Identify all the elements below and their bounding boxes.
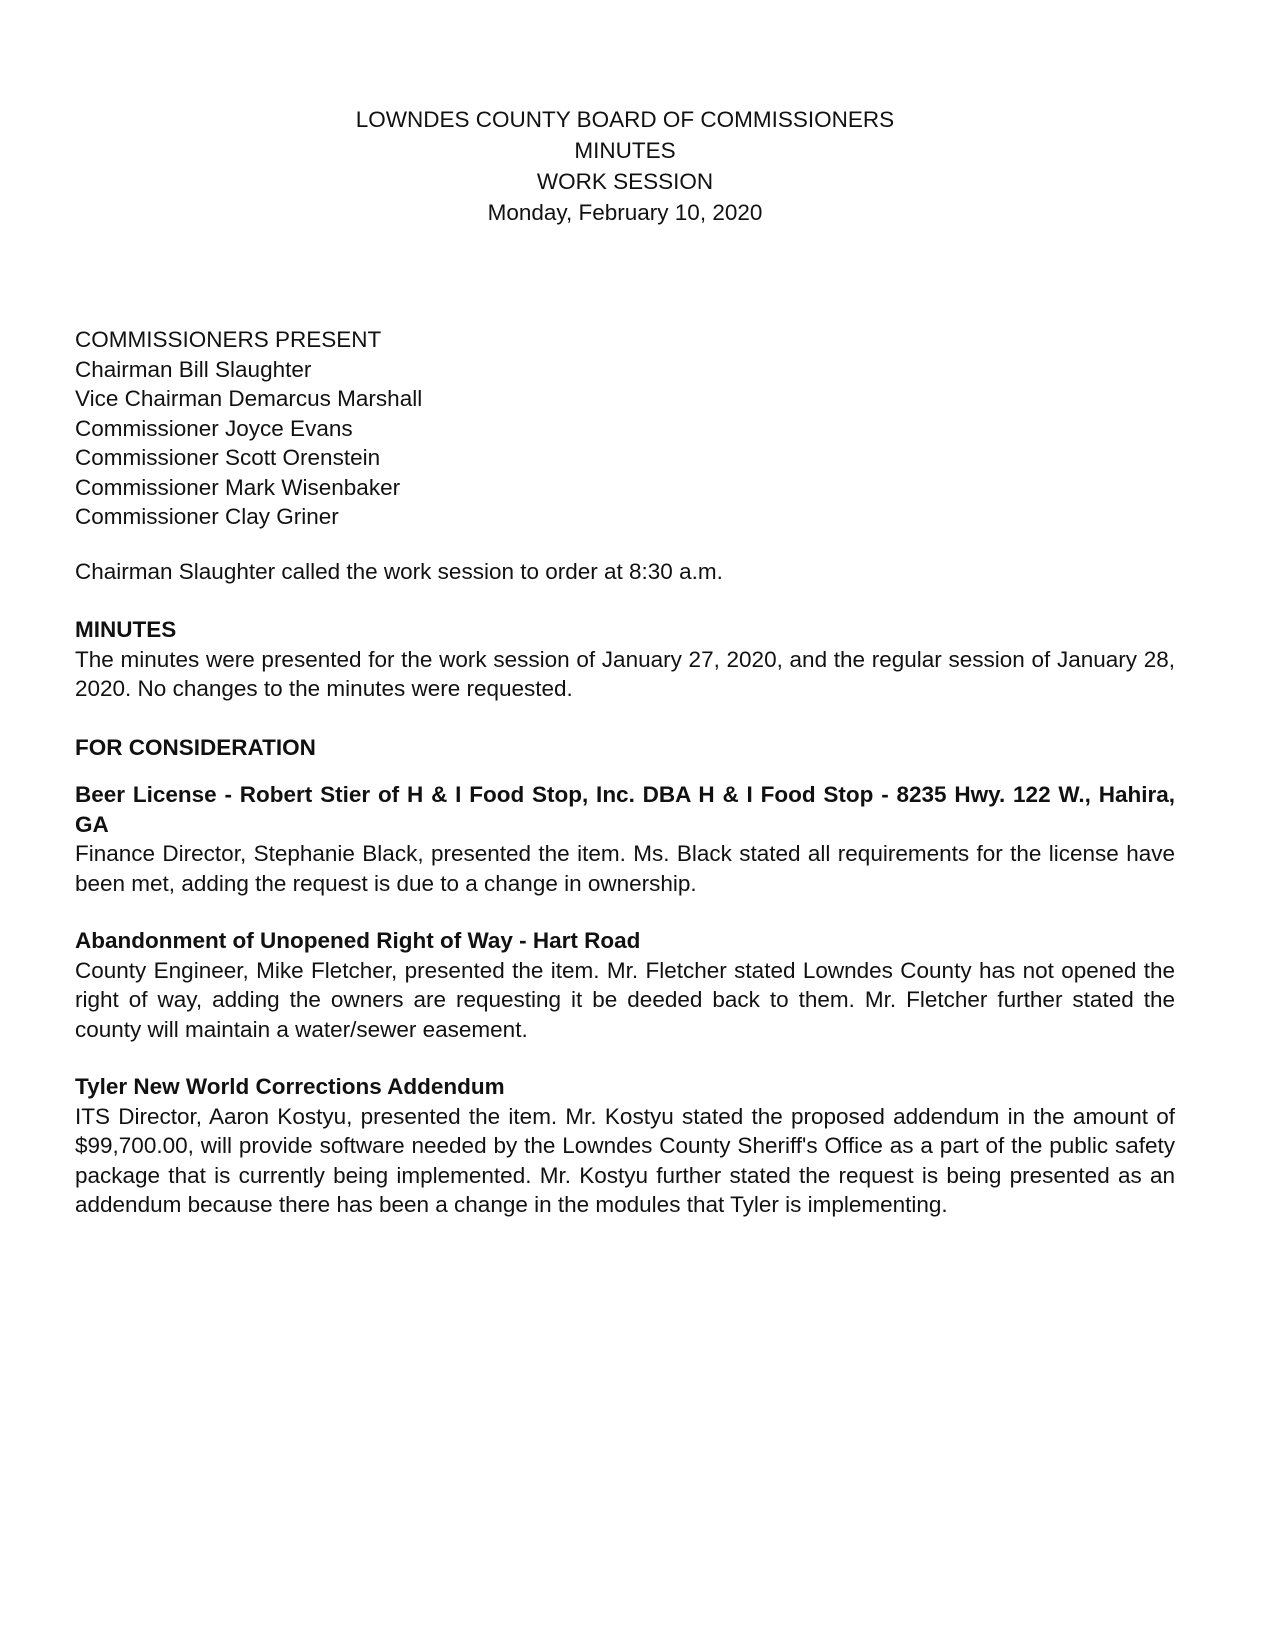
commissioner-name: Chairman Bill Slaughter: [75, 356, 312, 382]
document-body: [75, 325, 1175, 1220]
minutes-heading: MINUTES: [75, 617, 177, 642]
commissioner-name: Commissioner Scott Orenstein: [75, 445, 381, 470]
document-header: [0, 104, 1250, 228]
document-type: MINUTES: [574, 138, 676, 163]
commissioner-name: Commissioner Clay Griner: [75, 504, 339, 529]
agenda-item-title: Abandonment of Unopened Right of Way - Hart Road: [75, 928, 641, 953]
commissioner-name: Commissioner Mark Wisenbaker: [75, 474, 401, 500]
agenda-item-text: ITS Director, Aaron Kostyu, presented the item. Mr. Kostyu stated the proposed addendum in the amount of $99,700.00, will provide software needed by the Lowndes County Sheriff's Office as a part of the public safety package that is currently being implemented. Mr. Kostyu further stated the request is being presented as an addendum because there has been a change in the modules that Tyler is implementing.: [75, 1103, 1175, 1217]
call-to-order: Chairman Slaughter called the work session to order at 8:30 a.m.: [75, 558, 723, 584]
commissioners-present: [75, 325, 1175, 532]
agenda-item-text: Finance Director, Stephanie Black, presented the item. Ms. Black stated all requirements for the license have been met, adding the request is due to a change in ownership.: [75, 841, 1175, 896]
agenda-item-text: County Engineer, Mike Fletcher, presented the item. Mr. Fletcher stated Lowndes County has not opened the right of way, adding the owners are requesting it be deeded back to them. Mr. Fletcher further stated the county will maintain a water/sewer easement.: [75, 957, 1175, 1042]
agenda-item: [75, 780, 1175, 898]
agenda-item-title: Beer License - Robert Stier of H & I Food Stop, Inc. DBA H & I Food Stop - 8235 Hwy. 122 W., Hahira, GA: [75, 782, 1175, 837]
agenda-item: [75, 1072, 1175, 1220]
session-date: Monday, February 10, 2020: [487, 200, 763, 225]
session-type: WORK SESSION: [536, 169, 714, 194]
present-heading: COMMISSIONERS PRESENT: [75, 327, 382, 352]
agenda-item: [75, 926, 1175, 1044]
minutes-text: The minutes were presented for the work session of January 27, 2020, and the regular session of January 28, 2020. No changes to the minutes were requested.: [75, 646, 1175, 701]
board-name: LOWNDES COUNTY BOARD OF COMMISSIONERS: [355, 107, 895, 132]
commissioner-name: Vice Chairman Demarcus Marshall: [75, 386, 423, 411]
agenda-item-title: Tyler New World Corrections Addendum: [75, 1074, 505, 1099]
commissioner-name: Commissioner Joyce Evans: [75, 415, 353, 441]
consideration-heading: FOR CONSIDERATION: [75, 734, 316, 760]
